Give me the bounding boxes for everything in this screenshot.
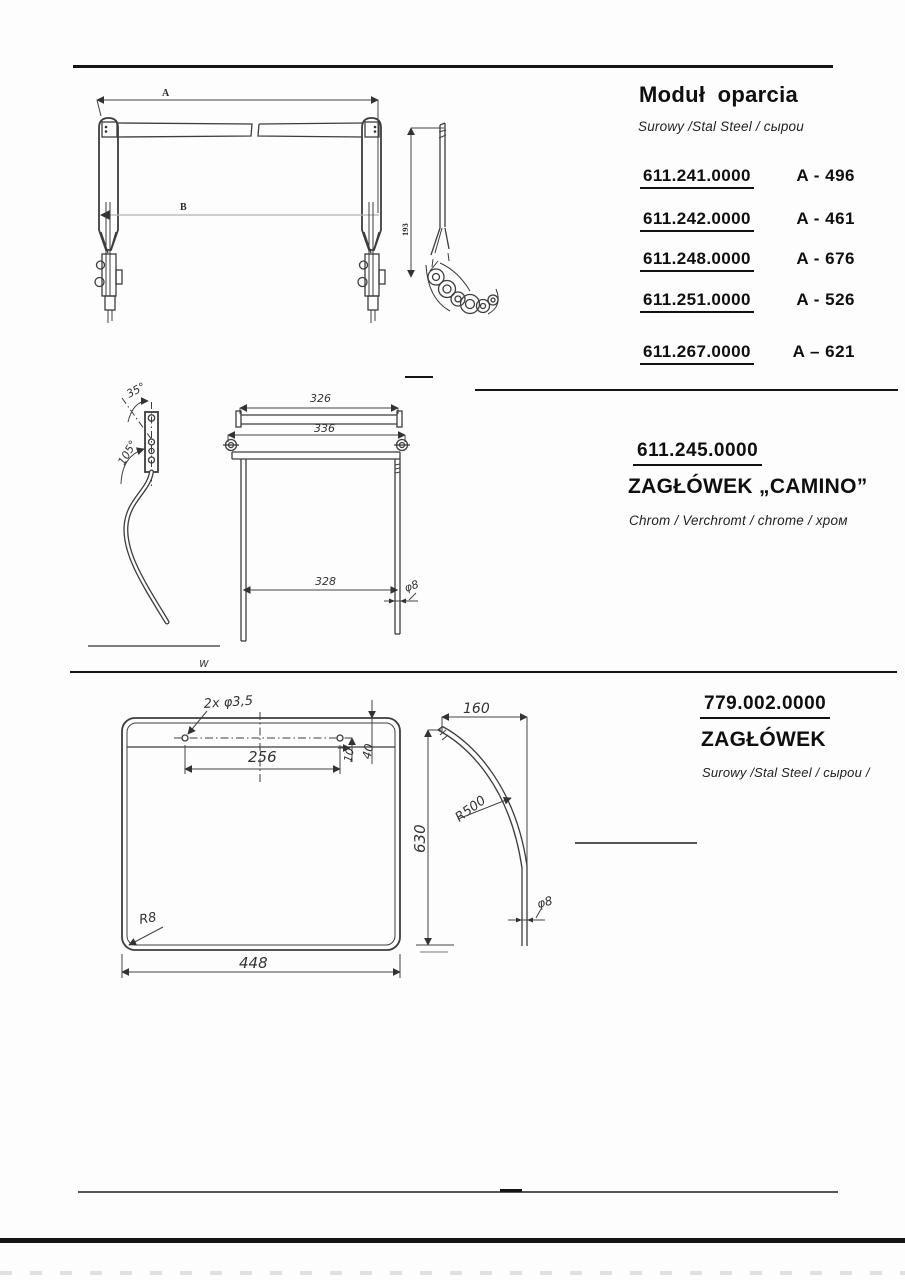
camino-front-drawing	[222, 388, 472, 653]
part-number: 611.241.0000	[640, 166, 754, 189]
part-dimension: A - 461	[796, 209, 855, 228]
dim-a-label: A	[162, 88, 170, 99]
part-row	[640, 209, 855, 232]
dim-r500-label: R500	[452, 793, 489, 826]
stray-dash	[405, 376, 433, 378]
part-dimension: A – 621	[792, 342, 855, 361]
dim-193-label: 193	[400, 223, 410, 236]
top-rule	[73, 65, 833, 68]
dim-328-label: 328	[315, 575, 336, 588]
handwritten-w-mark: w	[199, 656, 209, 670]
bottom-thick-rule	[0, 1238, 905, 1243]
dim-dia8-side-label: φ8	[535, 893, 555, 912]
headrest-title: ZAGŁÓWEK	[701, 728, 826, 751]
dim-256-label: 256	[248, 748, 277, 766]
camino-part-number: 611.245.0000	[633, 440, 762, 466]
bottom-thin-rule	[78, 1191, 838, 1193]
angle-35-label: 35°	[124, 380, 148, 401]
headrest-finish: Surowy /Stal Steel / сырои /	[702, 765, 870, 780]
dim-630-label: 630	[411, 824, 429, 853]
part-number: 611.242.0000	[640, 209, 754, 232]
part-number: 611.267.0000	[640, 342, 754, 365]
dim-r8-label: R8	[138, 910, 158, 928]
section-divider	[475, 389, 898, 391]
holes-label: 2x φ3,5	[203, 693, 254, 712]
scan-noise-strip	[0, 1271, 905, 1275]
section-backrest-title: Moduł oparcia	[639, 82, 799, 107]
bottom-thin-rule-dash	[500, 1189, 522, 1192]
angle-105-label: 105°	[115, 438, 140, 468]
dim-b-label: B	[180, 202, 187, 213]
section-divider	[70, 671, 897, 673]
dim-40-label: 40	[359, 742, 377, 761]
camino-finish: Chrom / Verchromt / chrome / хром	[629, 513, 848, 528]
backrest-front-drawing	[85, 82, 415, 332]
section-backrest-finish: Surowy /Stal Steel / сырои	[638, 119, 804, 134]
part-dimension: A - 676	[796, 249, 855, 268]
headrest-front-drawing	[108, 688, 413, 988]
headrest-part-number: 779.002.0000	[700, 693, 830, 719]
stray-line	[575, 842, 697, 844]
part-row	[640, 249, 855, 272]
dim-10-label: 10	[341, 746, 357, 764]
part-dimension: A - 496	[796, 166, 855, 185]
headrest-side-drawing	[408, 688, 568, 988]
part-number: 611.248.0000	[640, 249, 754, 272]
dim-448-label: 448	[239, 954, 268, 972]
part-row	[640, 166, 855, 189]
part-dimension: A - 526	[796, 290, 855, 309]
camino-title: ZAGŁÓWEK „CAMINO”	[628, 475, 868, 498]
part-number: 611.251.0000	[640, 290, 754, 313]
dim-160-label: 160	[463, 701, 490, 717]
backrest-side-drawing	[400, 103, 515, 333]
part-row	[640, 342, 855, 365]
dim-326-label: 326	[310, 392, 331, 405]
dim-336-label: 336	[314, 422, 335, 435]
dim-dia8-label: φ8	[402, 577, 421, 595]
part-row	[640, 290, 855, 313]
